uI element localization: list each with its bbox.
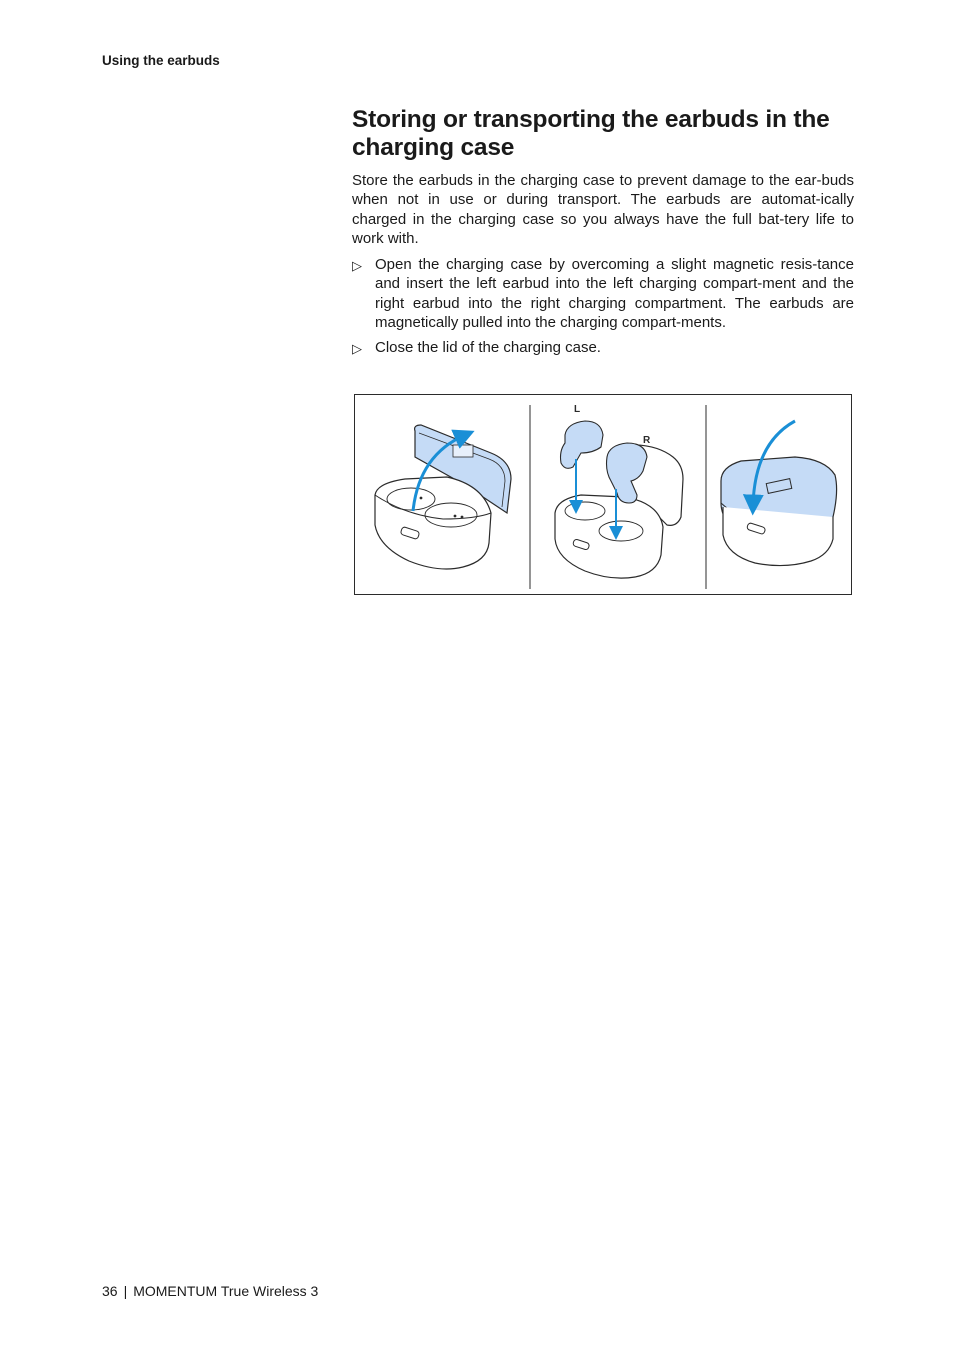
step-item (352, 338, 854, 357)
illustration-svg (355, 395, 851, 594)
closed-case-drawing (721, 421, 837, 566)
instruction-steps (352, 255, 854, 363)
step-item (352, 255, 854, 332)
footer-separator: | (123, 1283, 128, 1299)
step-text: Close the lid of the charging case. (375, 339, 601, 357)
page-title: Storing or transporting the earbuds in the charging case (352, 106, 830, 161)
open-case-drawing (375, 425, 511, 569)
left-label: L (574, 404, 581, 415)
step-triangle-icon: ▷ (352, 258, 362, 273)
insert-earbuds-drawing (555, 404, 683, 578)
page-footer (102, 1283, 318, 1299)
charging-case-illustration (354, 394, 852, 595)
page-number: 36 (102, 1283, 118, 1299)
product-name: MOMENTUM True Wireless 3 (133, 1283, 319, 1299)
step-text: Open the charging case by overcoming a slight magnetic resis-tance and insert the left earbud into the left charging compart-ment and the right earbud into the right charging compartment. The earbuds are magnetically pulled into the charging compart-ments. (375, 256, 854, 331)
intro-paragraph: Store the earbuds in the charging case to prevent damage to the ear-buds when not in use or during transport. The earbuds are automat-ically charged in the charging case so you always have the full bat-tery life to work with. (352, 172, 854, 247)
right-label: R (643, 435, 651, 446)
step-triangle-icon: ▷ (352, 341, 362, 357)
running-header: Using the earbuds (102, 53, 220, 68)
